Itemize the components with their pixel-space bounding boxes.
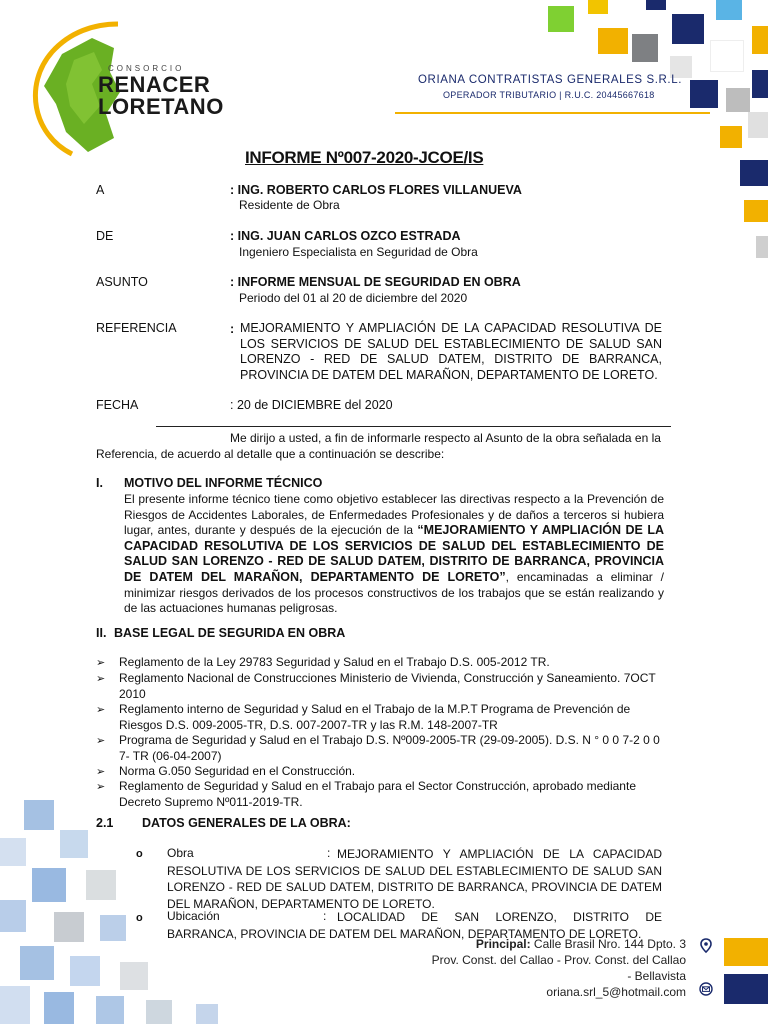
field-referencia-label: REFERENCIA: [96, 321, 177, 335]
location-pin-icon: [699, 938, 713, 954]
section-21-title: DATOS GENERALES DE LA OBRA:: [142, 816, 351, 830]
logo-line-2: LORETANO: [98, 94, 224, 119]
field-de-label: DE: [96, 229, 114, 243]
bullet-icon: ➢: [96, 673, 106, 685]
field-referencia-colon: :: [230, 322, 235, 336]
list-marker: o: [136, 848, 143, 860]
field-referencia-value: MEJORAMIENTO Y AMPLIACIÓN DE LA CAPACIDAD RESOLUTIVA DE LOS SERVICIOS DE SALUD DEL ESTABLECIMIENTO DE SALUD SAN LORENZO - RED DE SALUD DATEM, DISTRITO DE BARRANCA, PROVINCIA DE DATEM DEL MARAÑON, DEPARTAMENTO DE LORETO.: [240, 321, 662, 383]
legal-item-3: Reglamento interno de Seguridad y Salud en el Trabajo de la M.P.T Programa de Prevención de Riesgos D.S. 009-2005-TR, D.S. 007-2007-TR y las R.M. 148-2007-TR: [119, 702, 631, 732]
bullet-icon: ➢: [96, 735, 106, 747]
section-1-number: I.: [96, 476, 103, 490]
report-title: INFORME Nº007-2020-JCOE/IS: [245, 148, 484, 167]
ubicacion-value-text: LOCALIDAD DE SAN LORENZO, DISTRITO DE BARRANCA, PROVINCIA DE DATEM DEL MARAÑON, DEPARTAMENTO DE LORETO.: [167, 910, 662, 941]
section-1-text-bold: “MEJORAMIENTO Y AMPLIACIÓN DE LA CAPACIDAD RESOLUTIVA DE LOS SERVICIOS DE SALUD DEL ESTABLECIMIENTO DE SALUD SAN LORENZO - RED DE SALUD DATEM, DISTRITO DE BARRANCA, PROVINCIA DE DATEM DEL MARAÑON, DEPARTAMENTO DE LORETO”: [124, 523, 664, 584]
footer-line-2: Prov. Const. del Callao - Prov. Const. del Callao: [431, 953, 686, 967]
field-de-value: : ING. JUAN CARLOS OZCO ESTRADA: [230, 229, 461, 243]
logo-top-text: CONSORCIO: [108, 64, 185, 73]
field-asunto-value: : INFORME MENSUAL DE SEGURIDAD EN OBRA: [230, 275, 521, 289]
field-fecha-value: : 20 de DICIEMBRE del 2020: [230, 398, 393, 412]
field-a-value: : ING. ROBERTO CARLOS FLORES VILLANUEVA: [230, 183, 522, 197]
section-1-text-b: , encaminadas a eliminar / minimizar riesgos derivados de los procesos constructivos de los trabajos que se están realizando y de las actuaciones humanas peligrosas.: [124, 569, 664, 616]
field-a-label: A: [96, 183, 105, 197]
consortium-logo: [22, 14, 224, 164]
bullet-icon: ➢: [96, 657, 106, 669]
bullet-icon: ➢: [96, 781, 106, 793]
footer-principal-label: Principal:: [475, 937, 531, 951]
section-21-number: 2.1: [96, 816, 114, 830]
intro-line-2: Referencia, de acuerdo al detalle que a continuación se describe:: [96, 447, 445, 461]
logo-line-1: RENACER: [98, 72, 211, 97]
obra-colon: :: [327, 846, 331, 860]
section-2-number: II.: [96, 626, 107, 640]
list-marker: o: [136, 912, 143, 924]
intro-line-1: Me dirijo a usted, a fin de informarle respecto al Asunto de la obra señalada en la: [230, 431, 661, 445]
legal-item-5: Norma G.050 Seguridad en el Construcción.: [119, 764, 356, 778]
legal-item-4: Programa de Seguridad y Salud en el Trabajo D.S. Nº009-2005-TR (29-09-2005). D.S. N ° 0 0 7-2 0 0 7- TR (06-04-2007): [119, 733, 660, 763]
footer-line-3: - Bellavista: [627, 969, 686, 983]
bullet-icon: ➢: [96, 704, 106, 716]
ubicacion-colon: :: [323, 909, 327, 923]
bullet-icon: ➢: [96, 766, 106, 778]
mail-icon: [699, 982, 713, 996]
footer-principal-value: Calle Brasil Nro. 144 Dpto. 3: [533, 937, 686, 951]
legal-item-2: Reglamento Nacional de Construcciones Ministerio de Vivienda, Construcción y Saneamiento. 7OCT 2010: [119, 671, 656, 701]
section-1-title: MOTIVO DEL INFORME TÉCNICO: [124, 476, 323, 490]
obra-value: [167, 846, 662, 912]
field-asunto-label: ASUNTO: [96, 275, 148, 289]
field-asunto-sub: Periodo del 01 al 20 de diciembre del 2020: [239, 291, 468, 305]
section-1-text-a: El presente informe técnico tiene como objetivo establecer las directivas respecto a la Prevención de Riesgos de Accidentes Laborales, de Enfermedades Profesionales y de daños a terceros si hubiera lugar, antes, durante y después de la ejecución de la: [124, 492, 664, 538]
footer-accent-yellow: [724, 938, 768, 966]
footer-email: oriana.srl_5@hotmail.com: [546, 985, 686, 999]
field-a-sub: Residente de Obra: [239, 198, 340, 212]
legal-item-1: Reglamento de la Ley 29783 Seguridad y Salud en el Trabajo D.S. 005-2012 TR.: [119, 655, 550, 669]
header-divider: [395, 112, 710, 114]
legal-item-6: Reglamento de Seguridad y Salud en el Trabajo para el Sector Construcción, aprobado mediante Decreto Supremo Nº011-2019-TR.: [119, 779, 636, 809]
obra-label: Obra: [167, 846, 194, 860]
field-de-sub: Ingeniero Especialista en Seguridad de Obra: [239, 245, 478, 259]
section-2-title: BASE LEGAL DE SEGURIDA EN OBRA: [114, 626, 346, 640]
fields-divider: [156, 426, 671, 427]
footer-principal: [432, 936, 686, 952]
company-sub: OPERADOR TRIBUTARIO | R.U.C. 20445667618: [443, 90, 655, 100]
section-1-body: [124, 492, 664, 617]
obra-value-text: MEJORAMIENTO Y AMPLIACIÓN DE LA CAPACIDAD RESOLUTIVA DE LOS SERVICIOS DE SALUD DEL ESTABLECIMIENTO DE SALUD SAN LORENZO - RED DE SALUD DATEM, DISTRITO DE BARRANCA, PROVINCIA DE DATEM DEL MARAÑON, DEPARTAMENTO DE LORETO.: [167, 847, 662, 911]
company-name: ORIANA CONTRATISTAS GENERALES S.R.L.: [418, 74, 683, 86]
footer-address: [432, 936, 686, 1000]
ubicacion-label: Ubicación: [167, 909, 220, 923]
field-fecha-label: FECHA: [96, 398, 139, 412]
footer-accent-navy: [724, 974, 768, 1004]
